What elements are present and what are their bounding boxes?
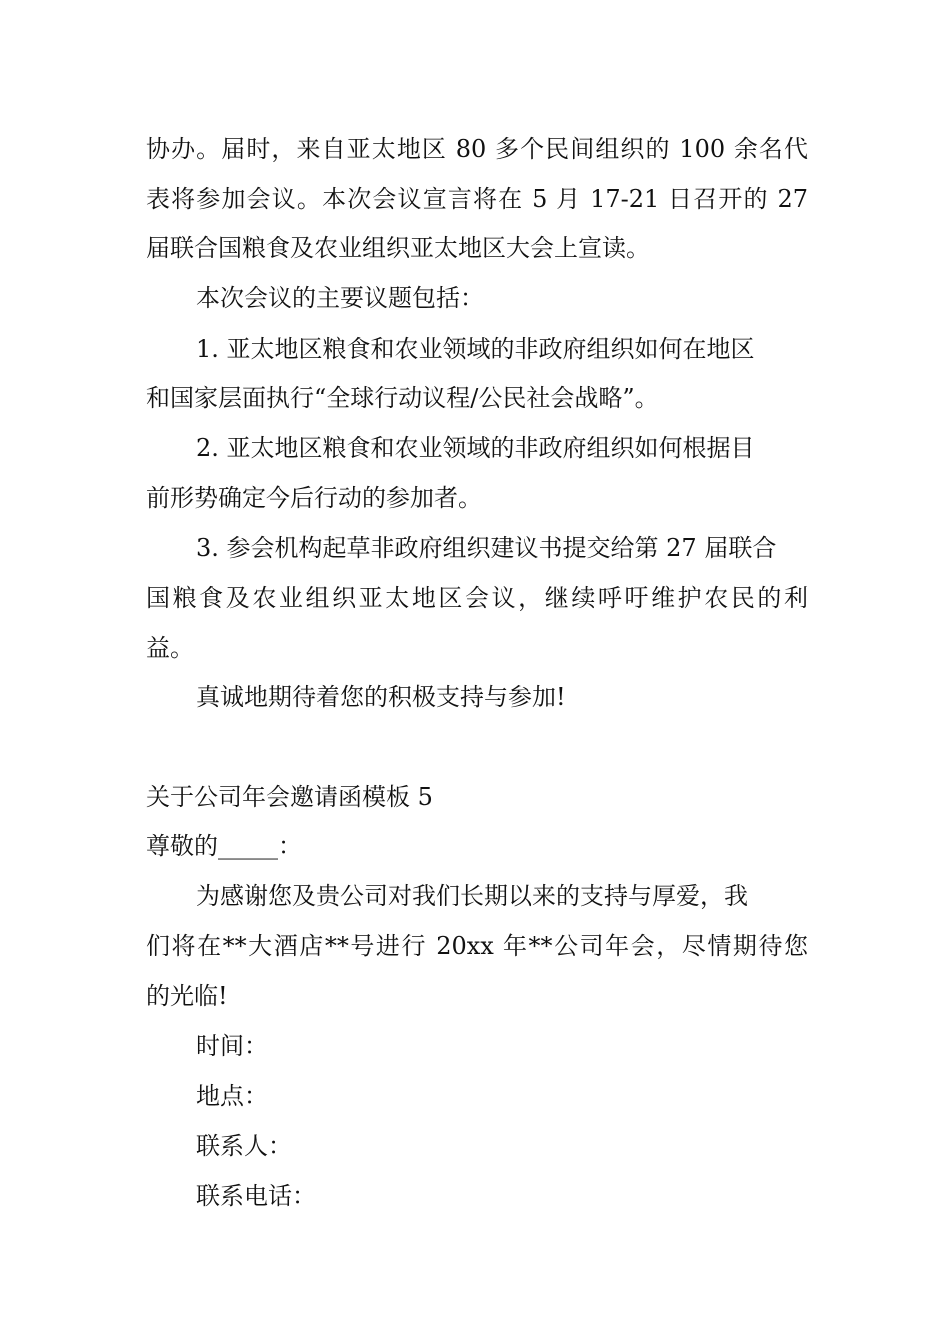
closing-line: 真诚地期待着您的积极支持与参加! bbox=[196, 683, 566, 711]
list-item-line: 前形势确定今后行动的参加者。 bbox=[146, 484, 482, 512]
paragraph-line: 表将参加会议。本次会议宣言将在 5 月 17-21 日召开的 27 bbox=[146, 185, 808, 213]
field-phone: 联系电话： bbox=[196, 1182, 316, 1210]
field-contact: 联系人： bbox=[196, 1132, 292, 1160]
list-item-line: 益。 bbox=[146, 634, 194, 662]
field-time: 时间： bbox=[196, 1032, 268, 1060]
list-item-line: 3. 参会机构起草非政府组织建议书提交给第 27 届联合 bbox=[196, 534, 777, 562]
paragraph-line: 届联合国粮食及农业组织亚太地区大会上宣读。 bbox=[146, 234, 650, 262]
list-item-line: 国粮食及农业组织亚太地区会议，继续呼吁维护农民的利 bbox=[146, 584, 808, 612]
list-item-line: 2. 亚太地区粮食和农业领域的非政府组织如何根据目 bbox=[196, 434, 755, 462]
body-line: 为感谢您及贵公司对我们长期以来的支持与厚爱，我 bbox=[196, 882, 748, 910]
section-title: 关于公司年会邀请函模板 5 bbox=[146, 783, 433, 811]
paragraph-line: 协办。届时，来自亚太地区 80 多个民间组织的 100 余名代 bbox=[146, 135, 808, 163]
field-location: 地点： bbox=[196, 1082, 268, 1110]
body-line: 的光临! bbox=[146, 982, 228, 1010]
topics-intro: 本次会议的主要议题包括： bbox=[196, 284, 484, 312]
list-item-line: 和国家层面执行“全球行动议程/公民社会战略”。 bbox=[146, 384, 659, 412]
body-line: 们将在**大酒店**号进行 20xx 年**公司年会，尽情期待您 bbox=[146, 932, 808, 960]
list-item-line: 1. 亚太地区粮食和农业领域的非政府组织如何在地区 bbox=[196, 335, 755, 363]
salutation: 尊敬的_____： bbox=[146, 832, 302, 860]
